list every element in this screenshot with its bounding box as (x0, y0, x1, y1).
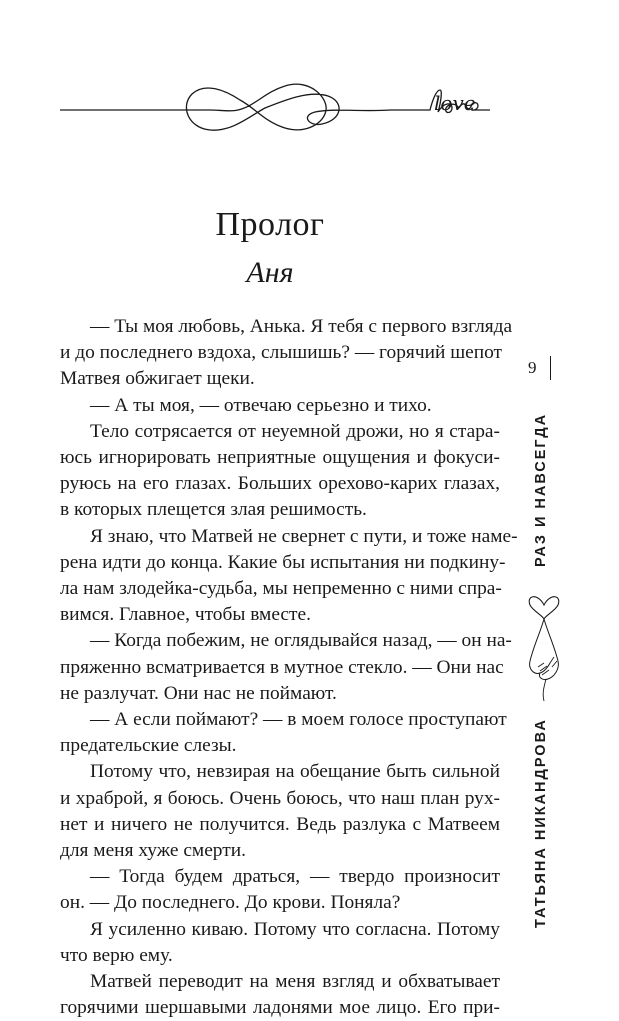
text-line: и храброй, я боюсь. Очень боюсь, что наш план рух- (60, 787, 500, 809)
chapter-subtitle: Аня (246, 256, 294, 289)
text-line: горячими шершавыми ладонями мое лицо. Его при- (60, 997, 500, 1019)
text-line: не разлучат. Они нас не поймают. (60, 682, 337, 704)
text-line: он. — До последнего. До крови. Поняла? (60, 892, 401, 914)
chapter-title: Пролог (215, 206, 325, 243)
text-line: Я усиленно киваю. Потому что согласна. Потому (90, 918, 500, 940)
running-head-author: ТАТЬЯНА НИКАНДРОВА (533, 718, 549, 928)
text-line: — Когда побежим, не оглядывайся назад, — он на- (90, 630, 512, 652)
love-word: love (434, 91, 476, 115)
body-text (60, 314, 518, 1021)
text-line: Потому что, невзирая на обещание быть сильной (90, 761, 500, 783)
text-line: ла нам злодейка-судьба, мы непременно с ними спра- (60, 578, 502, 600)
infinity-love-ornament (60, 72, 490, 142)
page-number-rule (550, 356, 551, 380)
text-line: Я знаю, что Матвей не свернет с пути, и тоже наме- (90, 525, 518, 547)
text-line: рена идти до конца. Какие бы испытания ни подкину- (60, 551, 506, 573)
text-line: Матвея обжигает щеки. (60, 368, 255, 390)
text-line: Тело сотрясается от неуемной дрожи, но я стара- (90, 420, 500, 442)
text-line: руюсь на его глазах. Больших орехово-карих глазах, (60, 473, 500, 495)
text-line: юсь игнорировать неприятные ощущения и фокуси- (60, 447, 500, 469)
text-line: — Ты моя любовь, Анька. Я тебя с первого взгляда (90, 316, 513, 337)
holding-hands-heart-icon (520, 583, 570, 703)
text-line: что верю ему. (60, 944, 173, 966)
text-line: вимся. Главное, чтобы вместе. (60, 604, 311, 626)
text-line: Матвей переводит на меня взгляд и обхватывает (90, 971, 500, 993)
text-line: для меня хуже смерти. (60, 840, 246, 862)
ornament-love-word: love (432, 106, 435, 107)
text-line: предательские слезы. (60, 735, 237, 757)
text-line: нет и ничего не получится. Ведь разлука с Матвеем (60, 813, 500, 835)
text-line: — А если поймают? — в моем голосе проступают (90, 709, 507, 731)
page-number: 9 (528, 358, 537, 377)
text-line: пряженно всматривается в мутное стекло. — Они нас (60, 656, 504, 678)
running-head-book-title: РАЗ И НАВСЕГДА (533, 412, 549, 567)
text-line: — Тогда будем драться, — твердо произносит (90, 866, 500, 888)
text-line: — А ты моя, — отвечаю серьезно и тихо. (90, 394, 432, 416)
text-line: в которых плещется злая решимость. (60, 499, 367, 521)
text-line: и до последнего вздоха, слышишь? — горячий шепот (60, 342, 503, 364)
love-script-icon (432, 86, 492, 116)
